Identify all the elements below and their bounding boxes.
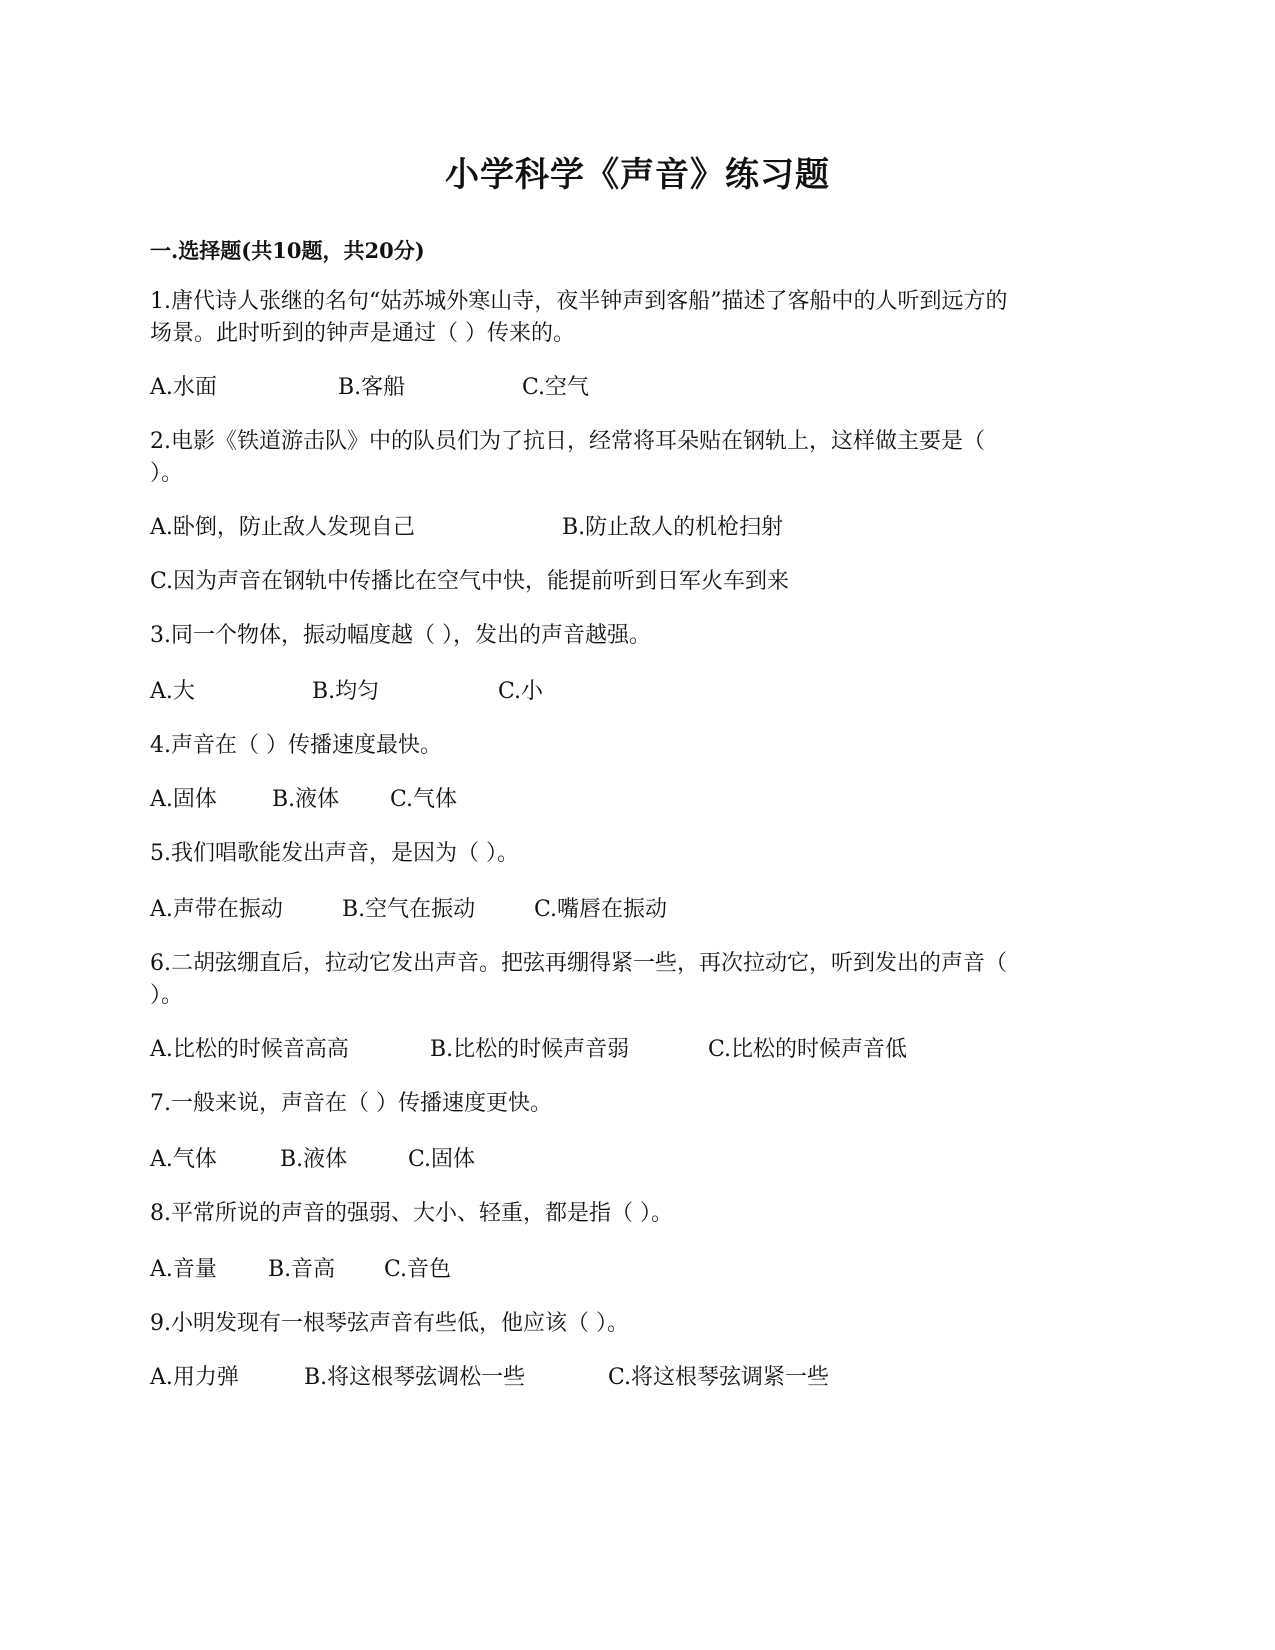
question-1-option-a: A.水面 xyxy=(150,375,217,400)
question-6-option-c: C.比松的时候声音低 xyxy=(708,1037,908,1062)
section-heading: 一.选择题(共10题，共20分) xyxy=(150,238,425,263)
question-9-option-c: C.将这根琴弦调紧一些 xyxy=(608,1365,830,1390)
question-3-option-a: A.大 xyxy=(150,679,195,704)
question-2-line-1: 2.电影《铁道游击队》中的队员们为了抗日，经常将耳朵贴在钢轨上，这样做主要是（ xyxy=(150,429,985,454)
question-8-option-b: B.音高 xyxy=(268,1257,336,1282)
question-7-option-c: C.固体 xyxy=(408,1147,476,1172)
question-5-option-a: A.声带在振动 xyxy=(150,897,283,922)
question-3-option-c: C.小 xyxy=(498,679,544,704)
question-5-line-1: 5.我们唱歌能发出声音，是因为（ ）。 xyxy=(150,841,519,866)
question-3-line-1: 3.同一个物体，振动幅度越（ ），发出的声音越强。 xyxy=(150,623,651,648)
question-6-line-2: ）。 xyxy=(150,983,184,1008)
question-6-line-1: 6.二胡弦绷直后，拉动它发出声音。把弦再绷得紧一些，再次拉动它，听到发出的声音（ xyxy=(150,951,1007,976)
page-title: 小学科学《声音》练习题 xyxy=(445,155,830,195)
question-4-line-1: 4.声音在（ ）传播速度最快。 xyxy=(150,733,442,758)
question-1-line-2: 场景。此时听到的钟声是通过（ ）传来的。 xyxy=(150,321,575,346)
question-9-option-b: B.将这根琴弦调松一些 xyxy=(304,1365,526,1390)
question-2-option-b: B.防止敌人的机枪扫射 xyxy=(562,515,784,540)
question-6-option-b: B.比松的时候声音弱 xyxy=(430,1037,630,1062)
question-2-line-2: ）。 xyxy=(150,461,184,486)
question-2-option-c: C.因为声音在钢轨中传播比在空气中快，能提前听到日军火车到来 xyxy=(150,569,790,594)
question-9-line-1: 9.小明发现有一根琴弦声音有些低，他应该（ ）。 xyxy=(150,1311,629,1336)
question-6-option-a: A.比松的时候音高高 xyxy=(150,1037,349,1062)
question-1-option-c: C.空气 xyxy=(522,375,590,400)
question-8-line-1: 8.平常所说的声音的强弱、大小、轻重，都是指（ ）。 xyxy=(150,1201,673,1226)
question-7-line-1: 7.一般来说，声音在（ ）传播速度更快。 xyxy=(150,1091,552,1116)
question-9-option-a: A.用力弹 xyxy=(150,1365,239,1390)
question-5-option-c: C.嘴唇在振动 xyxy=(534,897,668,922)
question-3-option-b: B.均匀 xyxy=(312,679,380,704)
question-4-option-b: B.液体 xyxy=(272,787,340,812)
question-4-option-c: C.气体 xyxy=(390,787,458,812)
question-8-option-c: C.音色 xyxy=(384,1257,452,1282)
question-1-option-b: B.客船 xyxy=(338,375,406,400)
question-2-option-a: A.卧倒，防止敌人发现自己 xyxy=(150,515,415,540)
question-1-line-1: 1.唐代诗人张继的名句“姑苏城外寒山寺，夜半钟声到客船”描述了客船中的人听到远方的 xyxy=(150,289,1008,314)
question-4-option-a: A.固体 xyxy=(150,787,217,812)
question-7-option-a: A.气体 xyxy=(150,1147,217,1172)
question-7-option-b: B.液体 xyxy=(280,1147,348,1172)
question-8-option-a: A.音量 xyxy=(150,1257,217,1282)
question-5-option-b: B.空气在振动 xyxy=(342,897,476,922)
